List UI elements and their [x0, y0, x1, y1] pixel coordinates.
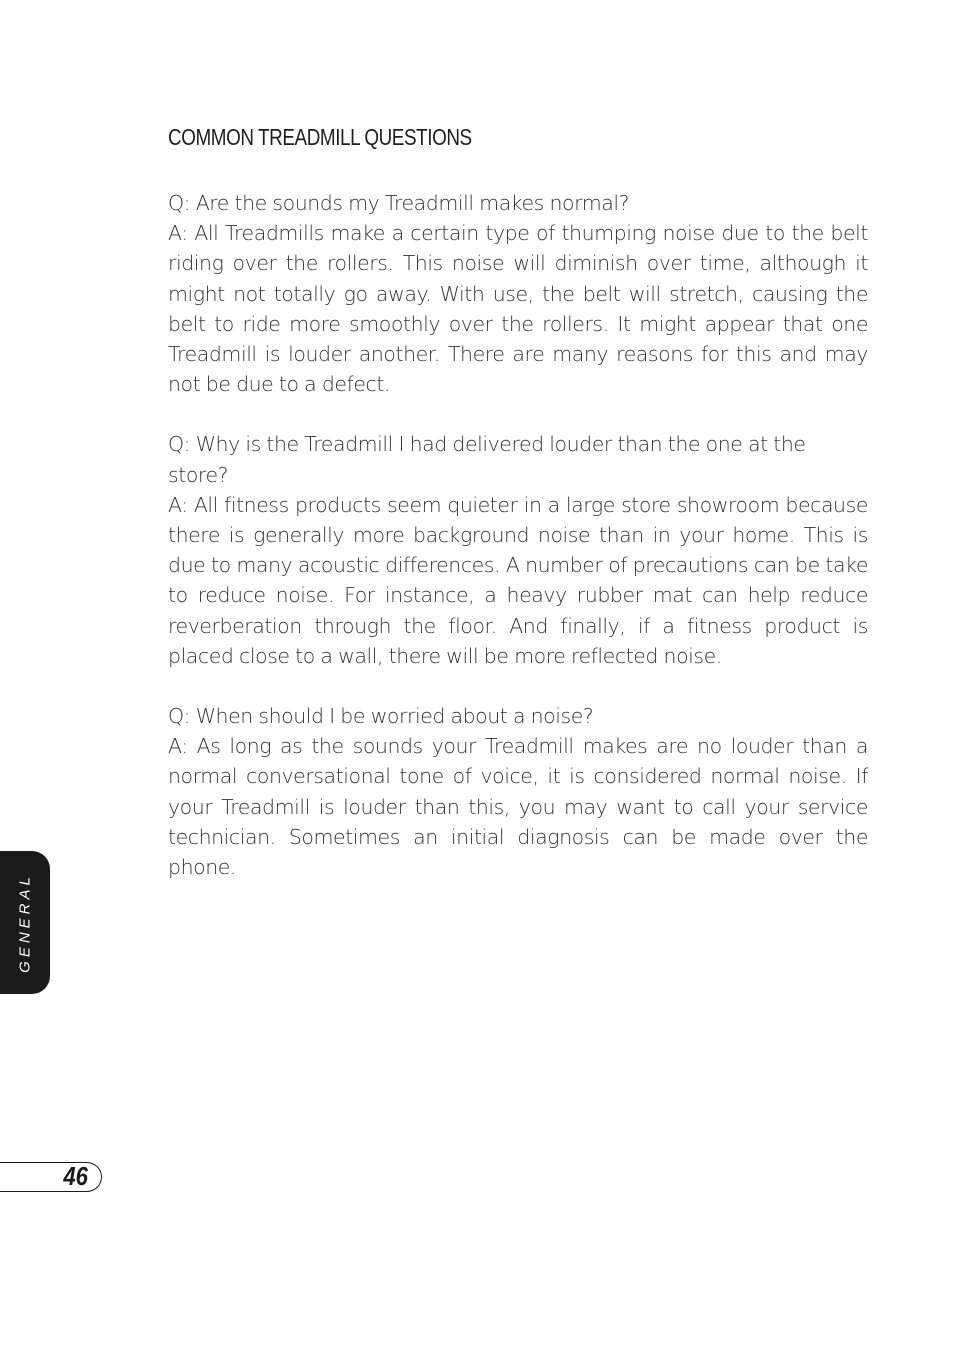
- page-number-tab: [0, 1162, 102, 1192]
- answer-text: A: All Treadmills make a certain type of thumping noise due to the belt riding over the rollers. This noise will diminish over time, although it might not totally go away. With use, the belt will stretch, causing the belt to ride more smoothly over the rollers. It might appear that one Treadmill is louder another. There are many reasons for this and may not be due to a defect.: [168, 221, 868, 397]
- page-number: 46: [63, 1161, 88, 1191]
- answer-text: A: All fitness products seem quieter in a large store showroom because there is generally more background noise than in your home. This is due to many acoustic differences. A number of precautions can be take to reduce noise. For instance, a heavy rubber mat can help reduce reverberation through the floor. And finally, if a fitness product is placed close to a wall, there will be more reflected noise.: [168, 492, 868, 668]
- answer-text: A: As long as the sounds your Treadmill makes are no louder than a normal conversational tone of voice, it is considered normal noise. If your Treadmill is louder than this, you may want to call your service technician. Sometimes an initial diagnosis can be made over the phone.: [168, 734, 868, 880]
- section-tab-label: GENERAL: [16, 873, 34, 973]
- qa-list: [168, 188, 868, 912]
- question-text: Q: Why is the Treadmill I had delivered louder than the one at the store?: [168, 432, 806, 487]
- page-title: COMMON TREADMILL QUESTIONS: [168, 124, 472, 150]
- qa-item: [168, 188, 868, 399]
- question-text: Q: When should I be worried about a noise?: [168, 704, 594, 729]
- question-text: Q: Are the sounds my Treadmill makes normal?: [168, 191, 630, 215]
- section-side-tab: [0, 851, 50, 994]
- qa-item: [168, 701, 868, 882]
- qa-item: [168, 429, 868, 671]
